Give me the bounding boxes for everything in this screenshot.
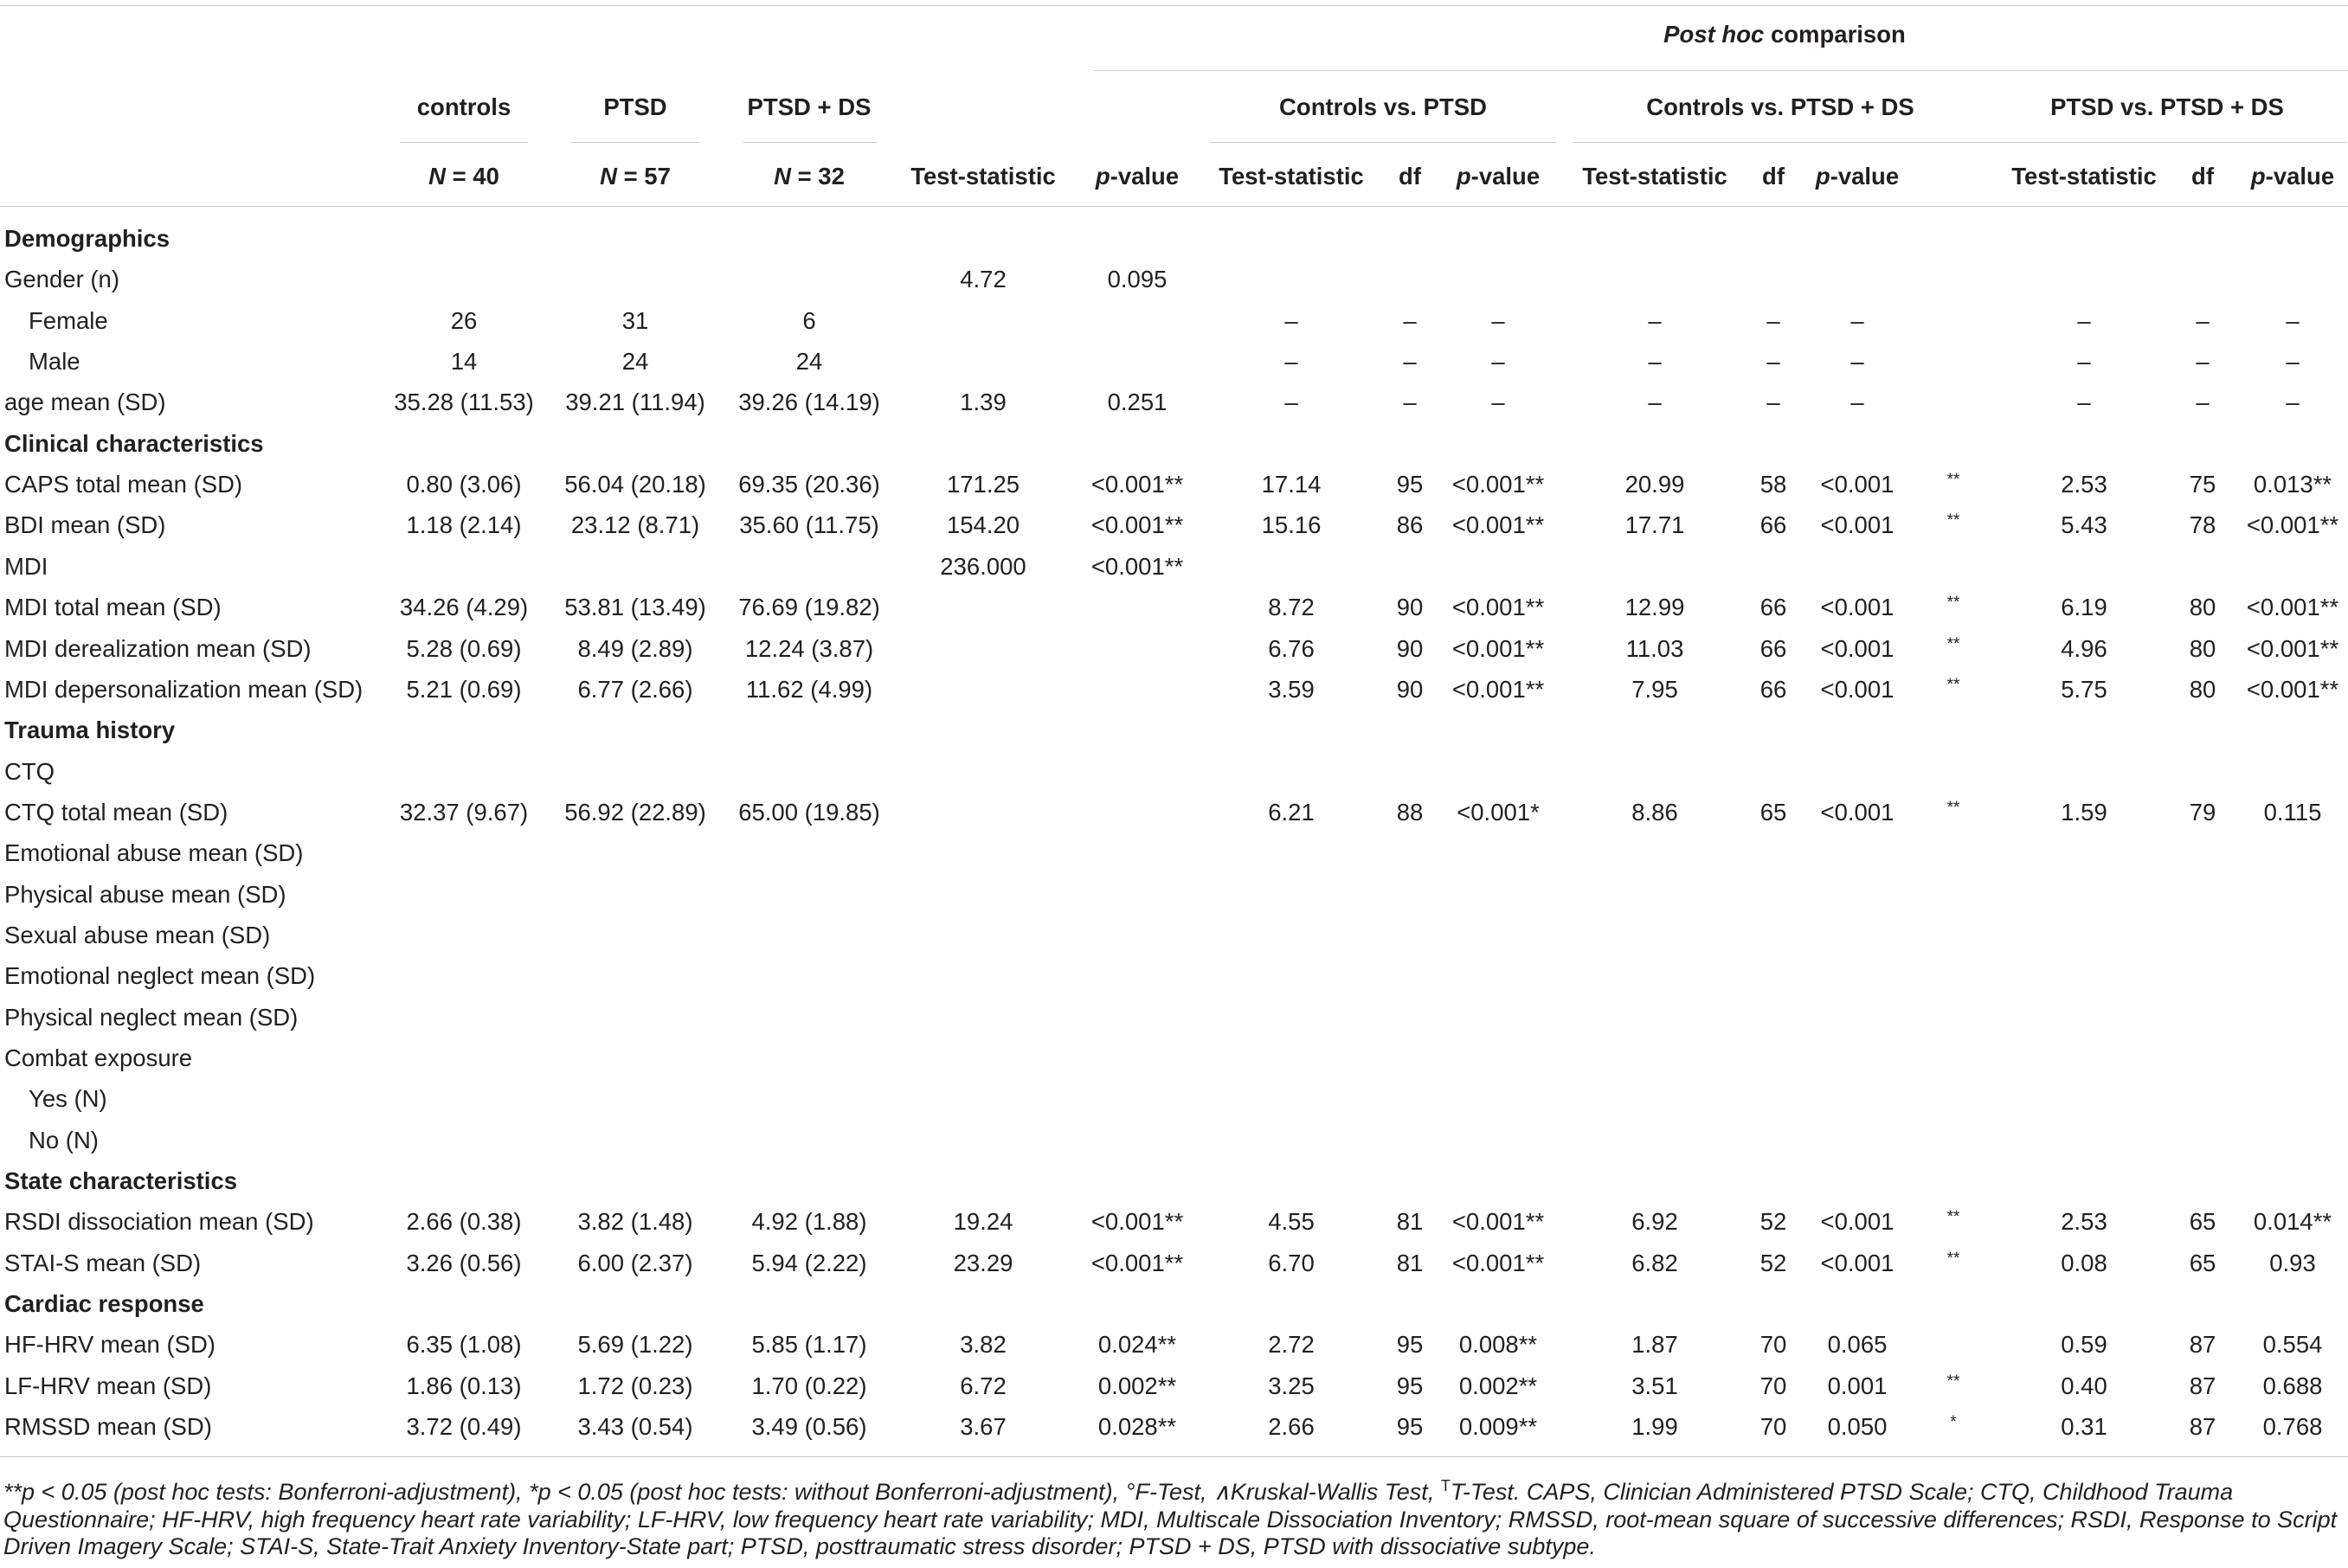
cell-cvp-df: 81 <box>1396 1249 1424 1276</box>
ptsd-ds-underline <box>743 142 877 143</box>
col-cvp-p-value <box>1457 162 1540 191</box>
cell-cvd-df: 70 <box>1759 1372 1787 1399</box>
cell-cvd-significance: ** <box>1946 594 1960 613</box>
cell-pvd-df: 65 <box>2189 1249 2216 1276</box>
cell-ptsd: 31 <box>621 306 649 334</box>
controls-underline <box>400 142 528 143</box>
col-cvp-p-rest: -value <box>1470 163 1541 190</box>
cell-pvd-p-value: – <box>2286 306 2300 334</box>
cell-pvd-p-value: 0.013** <box>2253 471 2332 498</box>
col-cvd-p: p <box>1815 163 1830 190</box>
cell-ptsd-ds: 5.85 (1.17) <box>751 1331 867 1359</box>
cell-cvp-df: – <box>1403 306 1417 334</box>
cell-cvp-df: 90 <box>1396 634 1424 662</box>
cell-ptsd-ds: 4.92 (1.88) <box>751 1208 867 1236</box>
cell-cvp-test-statistic: – <box>1284 348 1298 376</box>
cell-pvd-df: 87 <box>2189 1413 2216 1441</box>
col-cvp-df: df <box>1399 163 1421 190</box>
col-pvd-p-rest: -value <box>2265 163 2335 190</box>
row-label: HF-HRV mean (SD) <box>4 1331 216 1359</box>
cell-cvp-test-statistic: – <box>1284 306 1298 334</box>
cell-cvp-df: 81 <box>1396 1208 1424 1236</box>
col-pvd-test-statistic: Test-statistic <box>2011 163 2157 190</box>
cell-cvd-significance: ** <box>1946 471 1960 490</box>
cell-pvd-test-statistic: 0.08 <box>2061 1249 2107 1276</box>
cell-cvd-df: 66 <box>1759 675 1787 703</box>
cell-p-value: <0.001** <box>1090 471 1184 498</box>
col-cvd-test-statistic: Test-statistic <box>1582 163 1727 190</box>
cell-controls: 5.21 (0.69) <box>406 675 522 703</box>
row-label: Gender (n) <box>4 266 119 293</box>
cell-pvd-test-statistic: 0.40 <box>2061 1372 2107 1399</box>
post-hoc-heading <box>1663 20 1906 49</box>
footnote-part-2: T-Test. CAPS, Clinician Administered PTSD Scale; CTQ, Childhood Trauma Questionnaire; HF-HRV, high frequency heart rate variability; LF-HRV, low frequency heart rate variability; MDI, Multiscale Dissociation Inventory; RMSSD, root-mean square of successive differences; RSDI, Response to Script Driven Imagery Scale; STAI-S, State-Trait Anxiety Inventory-State part; PTSD, posttraumatic stress disorder; PTSD + DS, PTSD with dissociative subtype. <box>3 1479 2338 1559</box>
cell-cvd-significance: * <box>1950 1413 1957 1432</box>
cell-pvd-p-value: 0.768 <box>2262 1413 2323 1441</box>
cell-controls: 3.26 (0.56) <box>406 1249 522 1276</box>
cell-ptsd-ds: 12.24 (3.87) <box>744 634 874 662</box>
controls-vs-ptsd-underline <box>1210 142 1556 143</box>
cell-cvd-df: 58 <box>1759 471 1787 498</box>
cell-cvp-df: 90 <box>1396 675 1424 703</box>
cell-ptsd-ds: 11.62 (4.99) <box>745 675 873 703</box>
cell-pvd-df: 87 <box>2189 1372 2216 1399</box>
cell-cvp-test-statistic: 6.76 <box>1268 634 1315 662</box>
cell-pvd-df: 80 <box>2189 634 2216 662</box>
cell-cvd-p-value: <0.001 <box>1820 511 1894 539</box>
cell-cvd-test-statistic: 12.99 <box>1624 594 1685 621</box>
cell-pvd-test-statistic: 5.75 <box>2061 675 2107 703</box>
cell-cvp-test-statistic: 15.16 <box>1261 511 1322 539</box>
cell-pvd-p-value: <0.001** <box>2246 511 2339 539</box>
cell-ptsd: 39.21 (11.94) <box>565 389 705 416</box>
cell-cvp-test-statistic: 3.59 <box>1268 675 1315 703</box>
col-cvp-p: p <box>1456 163 1471 190</box>
cell-p-value: <0.001** <box>1090 1208 1184 1236</box>
cell-cvd-test-statistic: 1.99 <box>1631 1413 1678 1441</box>
cell-cvp-p-value: – <box>1491 389 1505 416</box>
cell-cvd-significance: ** <box>1946 1208 1960 1227</box>
cell-cvd-df: 52 <box>1759 1249 1787 1276</box>
cell-cvd-df: 70 <box>1759 1413 1787 1441</box>
cell-pvd-df: 80 <box>2189 594 2216 621</box>
cell-pvd-p-value: 0.014** <box>2253 1208 2332 1236</box>
cell-test-statistic: 1.39 <box>960 389 1007 416</box>
cell-cvp-p-value: – <box>1491 306 1505 334</box>
col-p-value-rest: -value <box>1110 163 1180 190</box>
cell-cvd-test-statistic: 17.71 <box>1624 511 1685 539</box>
cell-cvd-df: 52 <box>1759 1208 1787 1236</box>
cell-cvd-test-statistic: 6.82 <box>1631 1249 1678 1276</box>
cell-test-statistic: 154.20 <box>946 511 1020 539</box>
cell-pvd-p-value: <0.001** <box>2246 594 2339 621</box>
row-label: Physical abuse mean (SD) <box>4 880 286 908</box>
cell-pvd-test-statistic: 0.59 <box>2061 1331 2107 1359</box>
cell-p-value: 0.028** <box>1097 1413 1177 1441</box>
cell-cvd-significance: ** <box>1946 634 1960 653</box>
cell-cvp-test-statistic: 2.66 <box>1268 1413 1315 1441</box>
cell-cvp-p-value: – <box>1491 348 1505 376</box>
cell-ptsd-ds: 69.35 (20.36) <box>738 471 880 498</box>
cell-cvp-df: 90 <box>1396 594 1424 621</box>
col-p-value <box>1096 162 1179 191</box>
cell-cvd-df: – <box>1766 348 1780 376</box>
cell-cvd-test-statistic: 6.92 <box>1631 1208 1678 1236</box>
cell-cvd-df: 65 <box>1759 798 1787 826</box>
cell-cvp-p-value: <0.001* <box>1457 798 1540 826</box>
cell-cvd-p-value: <0.001 <box>1820 1208 1894 1236</box>
cell-cvd-p-value: 0.050 <box>1827 1413 1888 1441</box>
cell-cvp-df: 95 <box>1396 1331 1424 1359</box>
cell-cvp-test-statistic: 3.25 <box>1268 1372 1315 1399</box>
cell-pvd-test-statistic: 4.96 <box>2061 634 2107 662</box>
cell-cvd-test-statistic: 11.03 <box>1625 634 1684 662</box>
cell-controls: 14 <box>450 348 478 376</box>
cell-cvp-p-value: <0.001** <box>1451 634 1545 662</box>
cell-pvd-test-statistic: 1.59 <box>2061 798 2107 826</box>
cell-ptsd: 3.82 (1.48) <box>577 1208 693 1236</box>
table-bottom-rule <box>0 1456 2348 1457</box>
cell-test-statistic: 19.24 <box>953 1208 1013 1236</box>
cell-test-statistic: 4.72 <box>960 266 1007 293</box>
n-controls <box>428 162 499 191</box>
cell-controls: 34.26 (4.29) <box>399 594 529 621</box>
cell-cvp-p-value: 0.009** <box>1458 1413 1538 1441</box>
cell-cvd-test-statistic: – <box>1648 389 1662 416</box>
row-label: STAI-S mean (SD) <box>4 1249 202 1276</box>
cell-ptsd: 23.12 (8.71) <box>570 511 700 539</box>
cell-ptsd: 56.04 (20.18) <box>564 471 706 498</box>
group-name-controls: controls <box>416 93 511 120</box>
row-label: Sexual abuse mean (SD) <box>4 921 271 948</box>
row-label: MDI derealization mean (SD) <box>4 634 312 662</box>
cell-cvd-df: 66 <box>1759 634 1787 662</box>
col-pvd-p-value <box>2251 162 2334 191</box>
table-footnote <box>3 1473 2340 1561</box>
table-top-rule <box>0 5 2348 6</box>
cell-controls: 1.18 (2.14) <box>406 511 522 539</box>
cell-cvp-p-value: <0.001** <box>1451 594 1545 621</box>
cell-ptsd-ds: 5.94 (2.22) <box>751 1249 867 1276</box>
cell-cvp-test-statistic: 2.72 <box>1268 1331 1315 1359</box>
col-cvd-p-rest: -value <box>1830 163 1900 190</box>
cell-cvd-p-value: – <box>1850 306 1864 334</box>
cell-ptsd: 53.81 (13.49) <box>564 594 706 621</box>
cell-pvd-test-statistic: 5.43 <box>2061 511 2107 539</box>
group-name-ptsd-ds: PTSD + DS <box>747 93 872 120</box>
cell-p-value: 0.002** <box>1097 1372 1177 1399</box>
cell-pvd-test-statistic: 2.53 <box>2061 471 2107 498</box>
footnote-part-1: **p < 0.05 (post hoc tests: Bonferroni-adjustment), *p < 0.05 (post hoc tests: without Bonferroni-adjustment), °F-Test, ∧Kruskal-Wallis Test, <box>3 1479 1441 1505</box>
cell-cvd-test-statistic: – <box>1648 348 1662 376</box>
cell-controls: 35.28 (11.53) <box>394 389 534 416</box>
cell-cvp-df: 95 <box>1396 471 1424 498</box>
footnote-t-superscript: T <box>1440 1477 1451 1494</box>
row-label: Emotional abuse mean (SD) <box>4 839 304 867</box>
cell-cvp-p-value: <0.001** <box>1451 1208 1545 1236</box>
cell-cvd-df: 66 <box>1759 594 1787 621</box>
col-pvd-p: p <box>2250 163 2266 190</box>
cell-cvd-p-value: <0.001 <box>1820 594 1894 621</box>
row-label: Emotional neglect mean (SD) <box>4 962 316 990</box>
cell-ptsd-ds: 24 <box>795 348 823 376</box>
cell-p-value: 0.095 <box>1107 266 1168 293</box>
group-name-ptsd: PTSD <box>603 93 667 120</box>
cell-cvp-test-statistic: 6.21 <box>1268 798 1315 826</box>
row-label: BDI mean (SD) <box>4 511 166 539</box>
section-heading: Clinical characteristics <box>4 429 264 457</box>
controls-vs-ptsdds-underline <box>1573 142 1987 143</box>
section-heading: Demographics <box>4 225 170 252</box>
cell-controls: 5.28 (0.69) <box>406 634 522 662</box>
cell-ptsd: 5.69 (1.22) <box>577 1331 693 1359</box>
row-label: Yes (N) <box>29 1085 107 1113</box>
cell-pvd-p-value: <0.001** <box>2246 675 2339 703</box>
post-hoc-heading-rest: comparison <box>1764 21 1906 48</box>
n-ptsd-value: = 57 <box>616 163 671 190</box>
post-hoc-underline <box>1094 70 2348 71</box>
n-ptsd-symbol: N <box>600 163 617 190</box>
cell-cvd-test-statistic: 20.99 <box>1624 471 1685 498</box>
cell-controls: 3.72 (0.49) <box>406 1413 522 1441</box>
cell-ptsd: 1.72 (0.23) <box>577 1372 693 1399</box>
row-label: Physical neglect mean (SD) <box>4 1003 299 1031</box>
cell-cvp-p-value: 0.002** <box>1458 1372 1538 1399</box>
cell-test-statistic: 3.82 <box>960 1331 1007 1359</box>
cell-pvd-p-value: <0.001** <box>2246 634 2339 662</box>
cell-pvd-df: 78 <box>2189 511 2216 539</box>
cell-cvd-significance: ** <box>1946 675 1960 694</box>
cell-p-value: <0.001** <box>1090 552 1184 580</box>
cell-cvp-p-value: <0.001** <box>1451 675 1545 703</box>
cell-cvp-df: 88 <box>1396 798 1424 826</box>
row-label: CTQ total mean (SD) <box>4 798 228 826</box>
n-controls-value: = 40 <box>445 163 499 190</box>
cell-ptsd-ds: 65.00 (19.85) <box>738 798 880 826</box>
cell-cvd-p-value: <0.001 <box>1820 675 1894 703</box>
row-label: RSDI dissociation mean (SD) <box>4 1208 314 1236</box>
cell-ptsd-ds: 39.26 (14.19) <box>738 389 880 416</box>
n-ptsd-ds-value: = 32 <box>790 163 845 190</box>
cell-cvd-p-value: <0.001 <box>1820 1249 1894 1276</box>
row-label: RMSSD mean (SD) <box>4 1413 212 1441</box>
col-cvd-p-value <box>1816 162 1899 191</box>
cell-ptsd: 6.00 (2.37) <box>577 1249 693 1276</box>
cell-pvd-df: – <box>2196 389 2210 416</box>
cell-p-value: 0.251 <box>1107 389 1168 416</box>
cell-p-value: <0.001** <box>1090 511 1184 539</box>
cell-ptsd: 56.92 (22.89) <box>564 798 706 826</box>
row-label: Male <box>29 348 80 376</box>
cell-pvd-df: 87 <box>2189 1331 2216 1359</box>
cell-controls: 6.35 (1.08) <box>406 1331 522 1359</box>
cell-cvp-p-value: <0.001** <box>1451 511 1545 539</box>
cell-controls: 1.86 (0.13) <box>406 1372 522 1399</box>
cell-pvd-test-statistic: 6.19 <box>2061 594 2107 621</box>
cell-pvd-p-value: – <box>2286 348 2300 376</box>
cell-ptsd-ds: 35.60 (11.75) <box>739 511 879 539</box>
cell-cvd-test-statistic: 1.87 <box>1631 1331 1678 1359</box>
cell-cvd-p-value: 0.001 <box>1827 1372 1888 1399</box>
cell-pvd-df: – <box>2196 348 2210 376</box>
cell-cvd-df: 66 <box>1759 511 1787 539</box>
cell-p-value: <0.001** <box>1090 1249 1184 1276</box>
col-cvp-test-statistic: Test-statistic <box>1219 163 1364 190</box>
cell-test-statistic: 3.67 <box>960 1413 1007 1441</box>
cell-ptsd: 3.43 (0.54) <box>577 1413 693 1441</box>
row-label: CAPS total mean (SD) <box>4 471 243 498</box>
ptsd-vs-ptsdds-underline <box>1987 142 2347 143</box>
cell-ptsd: 24 <box>621 348 649 376</box>
cell-pvd-df: 75 <box>2189 471 2216 498</box>
n-ptsd-ds-symbol: N <box>774 163 791 190</box>
cell-pvd-test-statistic: – <box>2077 306 2091 334</box>
cell-cvd-test-statistic: – <box>1648 306 1662 334</box>
cell-pvd-p-value: 0.554 <box>2262 1331 2323 1359</box>
col-p-value-p: p <box>1095 163 1110 190</box>
col-cvd-df: df <box>1762 163 1785 190</box>
cell-cvd-p-value: <0.001 <box>1820 634 1894 662</box>
row-label: age mean (SD) <box>4 389 166 416</box>
cell-cvp-test-statistic: 4.55 <box>1268 1208 1315 1236</box>
row-label: MDI depersonalization mean (SD) <box>4 675 363 703</box>
cell-pvd-p-value: – <box>2286 389 2300 416</box>
cell-test-statistic: 236.000 <box>940 552 1026 580</box>
cell-pvd-test-statistic: 0.31 <box>2061 1413 2107 1441</box>
cell-cvd-p-value: – <box>1850 389 1864 416</box>
cell-cvp-df: 86 <box>1396 511 1424 539</box>
cell-pvd-p-value: 0.688 <box>2262 1372 2323 1399</box>
section-heading: State characteristics <box>4 1167 238 1195</box>
row-label: MDI total mean (SD) <box>4 594 222 621</box>
cell-cvp-test-statistic: 8.72 <box>1268 594 1315 621</box>
cell-cvd-significance: ** <box>1946 1249 1960 1268</box>
cell-pvd-df: 80 <box>2189 675 2216 703</box>
cell-pvd-df: 65 <box>2189 1208 2216 1236</box>
cell-cvp-test-statistic: – <box>1284 389 1298 416</box>
row-label: LF-HRV mean (SD) <box>4 1372 212 1399</box>
cell-cvd-significance: ** <box>1946 798 1960 817</box>
cell-cvp-p-value: <0.001** <box>1451 471 1545 498</box>
cell-cvp-p-value: <0.001** <box>1451 1249 1545 1276</box>
cell-pvd-p-value: 0.93 <box>2269 1249 2316 1276</box>
cell-ptsd: 8.49 (2.89) <box>577 634 693 662</box>
cell-pvd-test-statistic: – <box>2077 389 2091 416</box>
cell-test-statistic: 6.72 <box>960 1372 1007 1399</box>
cell-cvp-df: – <box>1403 389 1417 416</box>
n-ptsd-ds <box>774 162 845 191</box>
cell-cvp-test-statistic: 6.70 <box>1268 1249 1315 1276</box>
n-controls-symbol: N <box>428 163 446 190</box>
row-label: MDI <box>4 552 48 580</box>
cell-cvd-p-value: – <box>1850 348 1864 376</box>
comparison-controls-vs-ptsdds: Controls vs. PTSD + DS <box>1646 93 1914 120</box>
comparison-ptsd-vs-ptsdds: PTSD vs. PTSD + DS <box>2050 93 2284 120</box>
section-heading: Trauma history <box>4 717 176 744</box>
cell-controls: 2.66 (0.38) <box>406 1208 522 1236</box>
col-test-statistic: Test-statistic <box>910 163 1056 190</box>
cell-pvd-df: 79 <box>2189 798 2216 826</box>
cell-cvd-p-value: 0.065 <box>1827 1331 1888 1359</box>
ptsd-underline <box>571 142 699 143</box>
cell-cvp-df: – <box>1403 348 1417 376</box>
row-label: CTQ <box>4 757 55 785</box>
cell-ptsd-ds: 3.49 (0.56) <box>751 1413 867 1441</box>
cell-ptsd-ds: 1.70 (0.22) <box>751 1372 867 1399</box>
cell-cvp-p-value: 0.008** <box>1458 1331 1538 1359</box>
cell-cvd-p-value: <0.001 <box>1820 798 1894 826</box>
n-ptsd <box>600 162 671 191</box>
cell-cvp-df: 95 <box>1396 1413 1424 1441</box>
cell-cvd-df: – <box>1766 306 1780 334</box>
cell-cvd-test-statistic: 3.51 <box>1631 1372 1678 1399</box>
col-pvd-df: df <box>2191 163 2214 190</box>
cell-test-statistic: 171.25 <box>946 471 1020 498</box>
row-label: No (N) <box>29 1126 99 1154</box>
cell-pvd-test-statistic: 2.53 <box>2061 1208 2107 1236</box>
cell-cvd-significance: ** <box>1946 1372 1960 1391</box>
cell-ptsd: 6.77 (2.66) <box>577 675 693 703</box>
cell-p-value: 0.024** <box>1097 1331 1177 1359</box>
section-heading: Cardiac response <box>4 1290 204 1318</box>
cell-controls: 26 <box>450 306 478 334</box>
cell-cvd-test-statistic: 7.95 <box>1631 675 1678 703</box>
row-label: Female <box>29 306 108 334</box>
header-bottom-rule <box>0 206 2348 207</box>
cell-ptsd-ds: 76.69 (19.82) <box>738 594 880 621</box>
cell-cvd-test-statistic: 8.86 <box>1631 798 1678 826</box>
cell-cvd-df: 70 <box>1759 1331 1787 1359</box>
cell-controls: 0.80 (3.06) <box>406 471 522 498</box>
cell-test-statistic: 23.29 <box>953 1249 1013 1276</box>
cell-cvp-df: 95 <box>1396 1372 1424 1399</box>
cell-pvd-df: – <box>2196 306 2210 334</box>
cell-cvp-test-statistic: 17.14 <box>1261 471 1322 498</box>
post-hoc-heading-italic: Post hoc <box>1663 21 1765 48</box>
cell-cvd-significance: ** <box>1946 511 1960 530</box>
cell-pvd-p-value: 0.115 <box>2263 798 2322 826</box>
cell-cvd-p-value: <0.001 <box>1820 471 1894 498</box>
cell-ptsd-ds: 6 <box>802 306 816 334</box>
comparison-controls-vs-ptsd: Controls vs. PTSD <box>1279 93 1487 120</box>
cell-controls: 32.37 (9.67) <box>399 798 529 826</box>
cell-pvd-test-statistic: – <box>2077 348 2091 376</box>
row-label: Combat exposure <box>4 1044 193 1071</box>
cell-cvd-df: – <box>1766 389 1780 416</box>
